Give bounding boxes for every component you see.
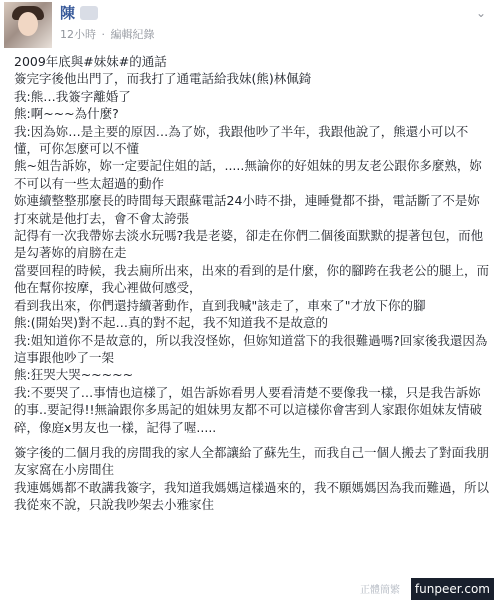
author-name[interactable]: 陳 [60,4,76,22]
post-line: 我:姐知道你不是故意的，所以我沒怪妳，但妳知道當下的我很難過嗎?回家後我還因為這事跟他吵了一架 [14,332,488,365]
watermark-faint-text: 正體簡繁 [360,585,400,596]
avatar[interactable] [4,2,52,48]
site-watermark: funpeer.com [411,578,494,600]
post-body [14,53,490,514]
post-line: 簽完字後他出門了，而我打了通電話給我妹(熊)林佩錡 [14,71,312,87]
post-line: 我連媽媽都不敢講我簽字，我知道我媽媽這樣過來的，我不願媽媽因為我而難過，所以我從來不說，只說我吵架去小雅家住 [14,479,490,513]
post-header [0,0,496,52]
post-line: 當要回程的時候，我去廁所出來，出來的看到的是什麼，你的腳跨在我老公的腿上，而他在幫你按摩，我心裡做何感受， [14,262,490,296]
post-line: 熊~姐告訴妳，妳一定要記住姐的話，.....無論你的好姐妹的男友老公跟你多麼熟，妳不可以有一些太超過的動作 [14,158,482,191]
avatar-face [18,12,38,36]
paragraph-gap [14,436,490,444]
post-line: 妳連續整整那麼長的時間每天跟蘇電話24小時不掛，連睡覺都不掛，電話斷了不是妳打來就是他打去，會不會太誇張 [14,193,480,226]
post-line: 熊:狂哭大哭~~~~~ [14,367,134,383]
author-name-redacted [80,6,98,20]
post-line: 2009年底與#妹妹#的通話 [14,54,167,69]
post-line: 我:因為妳…是主要的原因…為了妳，我跟他吵了半年，我跟他說了，熊還小可以不懂，可你怎麼可以不懂 [14,123,469,157]
edit-history-link[interactable]: 編輯紀錄 [110,28,155,41]
meta-separator: · [101,28,105,41]
post-time[interactable]: 12小時 [60,28,96,41]
post-meta [60,26,157,42]
post-line: 簽字後的二個月我的房間我的家人全都讓給了蘇先生，而我自己一個人搬去了對面我朋友家窩在小房間住 [14,444,490,478]
post-line: 記得有一次我帶妳去淡水玩嗎?我是老婆，卻走在你們二個後面默默的提著包包，而他是勾著妳的肩膀在走 [14,228,484,261]
post-line: 熊:(開始哭)對不起…真的對不起，我不知道我不是故意的 [14,315,328,331]
post-line: 熊:啊~~~為什麼? [14,106,119,122]
post-line: 看到我出來，你們還持續著動作，直到我喊"該走了，車來了"才放下你的腳 [14,297,426,313]
chevron-down-icon[interactable]: ⌄ [475,6,486,20]
post-line: 我:熊…我簽字離婚了 [14,88,131,104]
post-line: 我:不要哭了…事情也這樣了，姐告訴妳看男人要看清楚不要像我一樣，只是我告訴妳的事..要記得!!無論跟你多馬記的姐妹男友都不可以這樣你會害到人家跟你姐妹友情破碎，像庭x男友也一樣，記得了喔..... [14,384,482,435]
